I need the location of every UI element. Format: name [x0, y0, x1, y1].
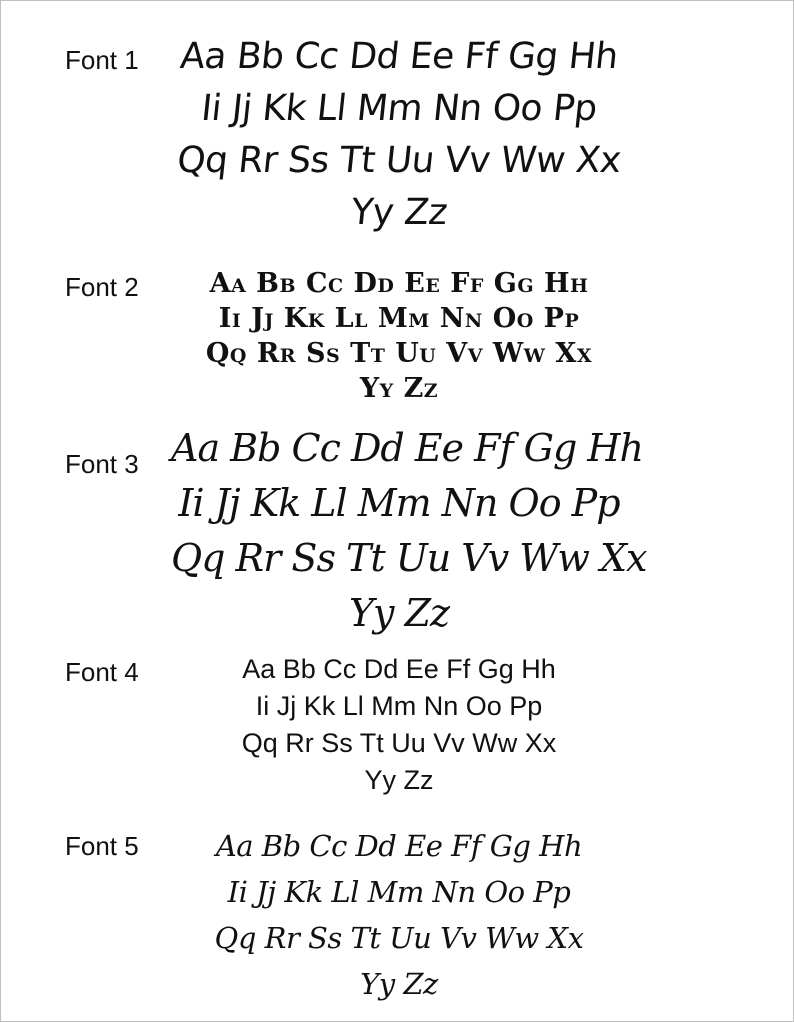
- font-3-line-1: Aa Bb Cc Dd Ee Ff Gg Hh: [171, 426, 644, 470]
- font-4-label: Font 4: [65, 657, 139, 687]
- font-5-line-2: Ii Jj Kk Ll Mm Nn Oo Pp: [227, 875, 571, 909]
- font-1-line-3: Qq Rr Ss Tt Uu Vv Ww Xx: [175, 140, 623, 181]
- font-5-line-4: Yy Zz: [360, 967, 438, 1001]
- font-4-line-3: Qq Rr Ss Tt Uu Vv Ww Xx: [241, 728, 557, 758]
- font-2-line-4: Yy Zz: [359, 373, 439, 404]
- font-4-line-4: Yy Zz: [364, 765, 434, 795]
- font-3-sample: [171, 421, 647, 641]
- font-5-line-3: Qq Rr Ss Tt Uu Vv Ww Xx: [214, 921, 584, 955]
- font-4-line-2: Ii Jj Kk Ll Mm Nn Oo Pp: [255, 691, 543, 721]
- font-3-label: Font 3: [65, 449, 139, 479]
- font-1-line-4: Yy Zz: [348, 192, 450, 233]
- font-3-line-2: Ii Jj Kk Ll Mm Nn Oo Pp: [178, 481, 620, 525]
- font-2-sample: [171, 266, 627, 406]
- font-2-line-2: Ii Jj Kk Ll Mm Nn Oo Pp: [218, 303, 580, 334]
- font-4-sample: [171, 651, 627, 799]
- font-5-sample: [171, 823, 627, 1007]
- font-3-line-3: Qq Rr Ss Tt Uu Vv Ww Xx: [171, 536, 647, 580]
- font-2-label: Font 2: [65, 272, 139, 302]
- font-4-line-1: Aa Bb Cc Dd Ee Ff Gg Hh: [242, 654, 556, 684]
- font-5-line-1: Aa Bb Cc Dd Ee Ff Gg Hh: [215, 829, 583, 863]
- font-5-label: Font 5: [65, 831, 139, 861]
- font-1-line-2: Ii Jj Kk Ll Mm Nn Oo Pp: [199, 88, 599, 129]
- font-1-sample: [171, 31, 627, 239]
- font-2-line-1: Aa Bb Cc Dd Ee Ff Gg Hh: [209, 268, 589, 299]
- font-1-label: Font 1: [65, 45, 139, 75]
- font-3-line-4: Yy Zz: [348, 591, 450, 635]
- font-2-line-3: Qq Rr Ss Tt Uu Vv Ww Xx: [205, 338, 593, 369]
- font-1-line-1: Aa Bb Cc Dd Ee Ff Gg Hh: [178, 36, 620, 77]
